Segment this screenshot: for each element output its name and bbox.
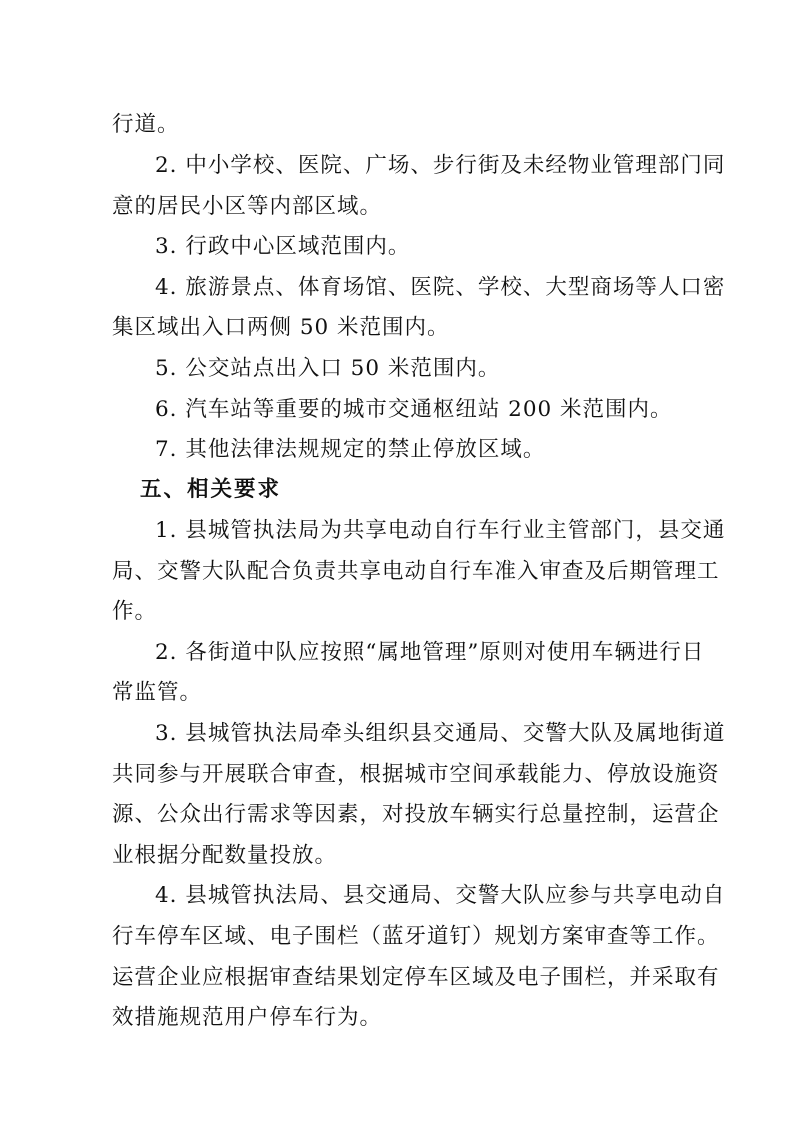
section-heading: 五、相关要求 xyxy=(140,477,282,502)
body-line: 集区域出入口两侧 50 米范围内。 xyxy=(112,315,450,340)
list-item: 3. 行政中心区域范围内。 xyxy=(155,234,411,259)
body-line: 业根据分配数量投放。 xyxy=(112,843,338,868)
list-item: 4. 旅游景点、体育场馆、医院、学校、大型商场等人口密 xyxy=(155,275,726,300)
list-item: 5. 公交站点出入口 50 米范围内。 xyxy=(155,356,501,381)
list-item: 7. 其他法律法规规定的禁止停放区域。 xyxy=(155,437,546,462)
list-item: 6. 汽车站等重要的城市交通枢纽站 200 米范围内。 xyxy=(155,397,673,422)
list-item: 2. 中小学校、医院、广场、步行街及未经物业管理部门同 xyxy=(155,153,726,178)
list-item: 3. 县城管执法局牵头组织县交通局、交警大队及属地街道 xyxy=(155,721,726,746)
body-line: 常监管。 xyxy=(112,680,203,705)
body-line: 意的居民小区等内部区域。 xyxy=(112,194,383,219)
list-item: 2. 各街道中队应按照“属地管理”原则对使用车辆进行日 xyxy=(155,640,705,665)
body-line: 作。 xyxy=(112,599,158,624)
list-item: 1. 县城管执法局为共享电动自行车行业主管部门，县交通 xyxy=(155,518,726,543)
body-line: 效措施规范用户停车行为。 xyxy=(112,1005,383,1030)
body-line: 运营企业应根据审查结果划定停车区域及电子围栏，并采取有 xyxy=(112,965,720,990)
body-line: 共同参与开展联合审查，根据城市空间承载能力、停放设施资 xyxy=(112,762,720,787)
body-line: 源、公众出行需求等因素，对投放车辆实行总量控制，运营企 xyxy=(112,802,720,827)
body-line: 局、交警大队配合负责共享电动自行车准入审查及后期管理工 xyxy=(112,559,720,584)
body-line: 行道。 xyxy=(112,112,180,137)
list-item: 4. 县城管执法局、县交通局、交警大队应参与共享电动自 xyxy=(155,883,726,908)
body-line: 行车停车区域、电子围栏（蓝牙道钉）规划方案审查等工作。 xyxy=(112,924,720,949)
